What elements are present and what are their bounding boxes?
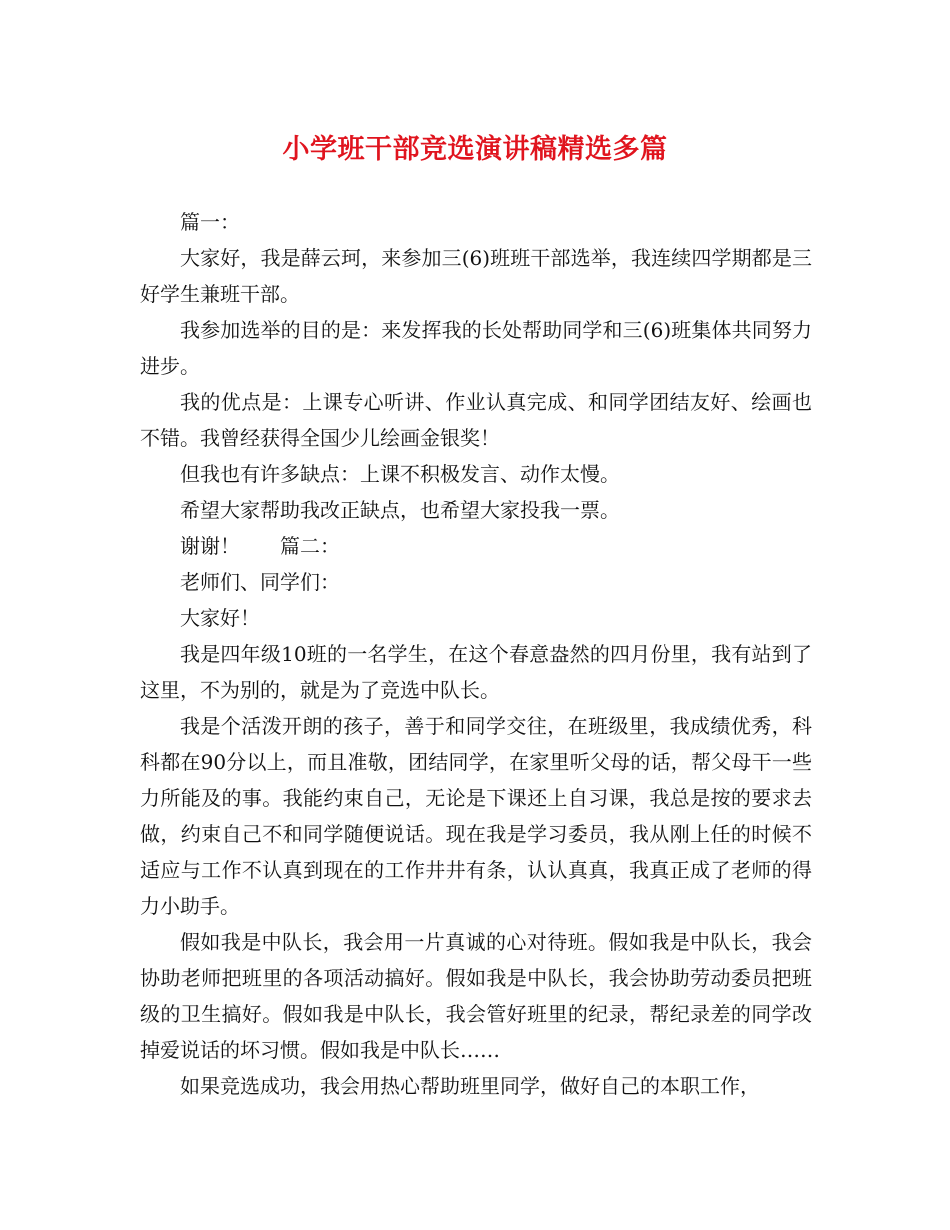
paragraph: 我是四年级10班的一名学生，在这个春意盎然的四月份里，我有站到了这里，不为别的，就是为了竞选中队长。	[140, 642, 812, 702]
paragraph: 篇一：	[180, 210, 240, 234]
paragraph: 希望大家帮助我改正缺点，也希望大家投我一票。	[180, 498, 620, 522]
paragraph: 假如我是中队长，我会用一片真诚的心对待班。假如我是中队长，我会协助老师把班里的各项活动搞好。假如我是中队长，我会协助劳动委员把班级的卫生搞好。假如我是中队长，我会管好班里的纪录，帮纪录差的同学改掉爱说话的坏习惯。假如我是中队长……	[140, 930, 812, 1062]
paragraph: 老师们、同学们：	[180, 570, 340, 594]
paragraph: 但我也有许多缺点：上课不积极发言、动作太慢。	[180, 462, 620, 486]
paragraph: 大家好，我是薛云珂，来参加三(6)班班干部选举，我连续四学期都是三好学生兼班干部。	[140, 246, 812, 306]
paragraph: 我是个活泼开朗的孩子，善于和同学交往，在班级里，我成绩优秀，科科都在90分以上，而且准敬，团结同学，在家里听父母的话，帮父母干一些力所能及的事。我能约束自己，无论是下课还上自习课，我总是按的要求去做，约束自己不和同学随便说话。现在我是学习委员，我从刚上任的时候不适应与工作不认真到现在的工作井井有条，认认真真，我真正成了老师的得力小助手。	[140, 714, 812, 918]
paragraph: 我的优点是：上课专心听讲、作业认真完成、和同学团结友好、绘画也不错。我曾经获得全国少儿绘画金银奖！	[140, 390, 812, 450]
paragraph: 我参加选举的目的是：来发挥我的长处帮助同学和三(6)班集体共同努力进步。	[140, 318, 812, 378]
paragraph: 谢谢！ 篇二：	[180, 534, 340, 558]
paragraph: 如果竞选成功，我会用热心帮助班里同学，做好自己的本职工作，	[180, 1074, 760, 1098]
document-body	[140, 204, 812, 1104]
document-title: 小学班干部竞选演讲稿精选多篇	[282, 134, 668, 165]
paragraph: 大家好！	[180, 606, 260, 630]
